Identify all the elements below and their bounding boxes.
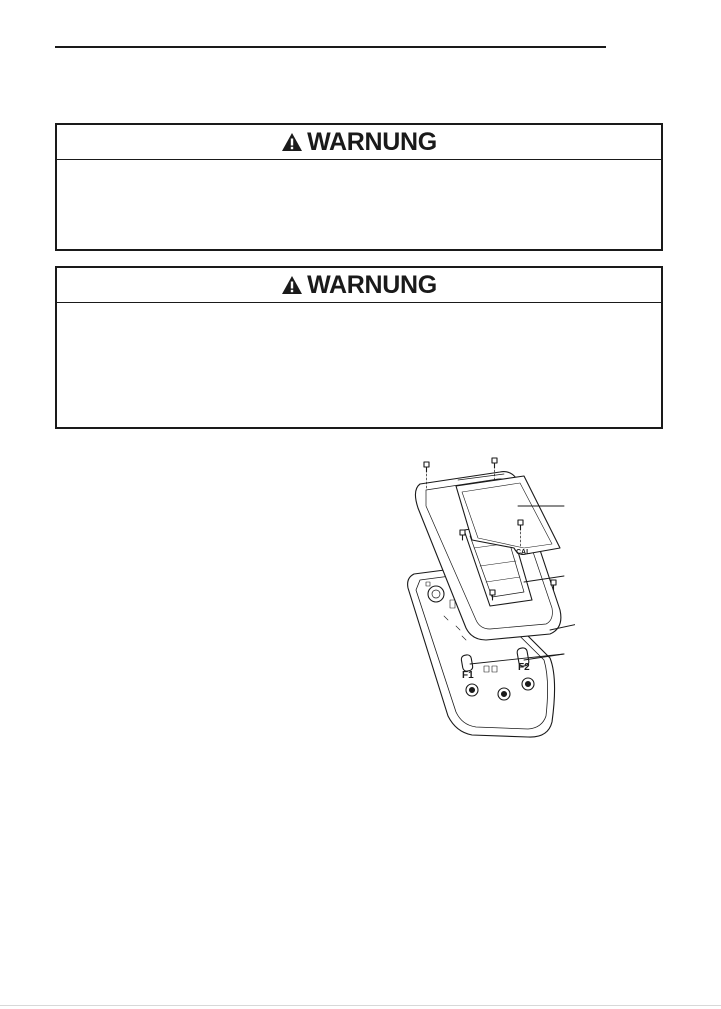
header-rule bbox=[55, 46, 606, 48]
warning-box-1 bbox=[55, 123, 663, 251]
cal-label: CAL bbox=[516, 549, 531, 556]
warning-title: WARNUNG bbox=[307, 270, 437, 299]
multimeter-exploded-diagram bbox=[400, 450, 575, 745]
warning-title: WARNUNG bbox=[307, 127, 437, 156]
warning-triangle-icon bbox=[281, 132, 303, 152]
warning-header bbox=[57, 125, 661, 160]
warning-header bbox=[57, 268, 661, 303]
fuse-label-f1: F1 bbox=[462, 670, 474, 681]
page-edge bbox=[0, 1005, 721, 1006]
fuse-label-f2: F2 bbox=[518, 662, 530, 673]
warning-body bbox=[57, 303, 661, 427]
warning-box-2 bbox=[55, 266, 663, 429]
warning-triangle-icon bbox=[281, 275, 303, 295]
warning-body bbox=[57, 160, 661, 249]
